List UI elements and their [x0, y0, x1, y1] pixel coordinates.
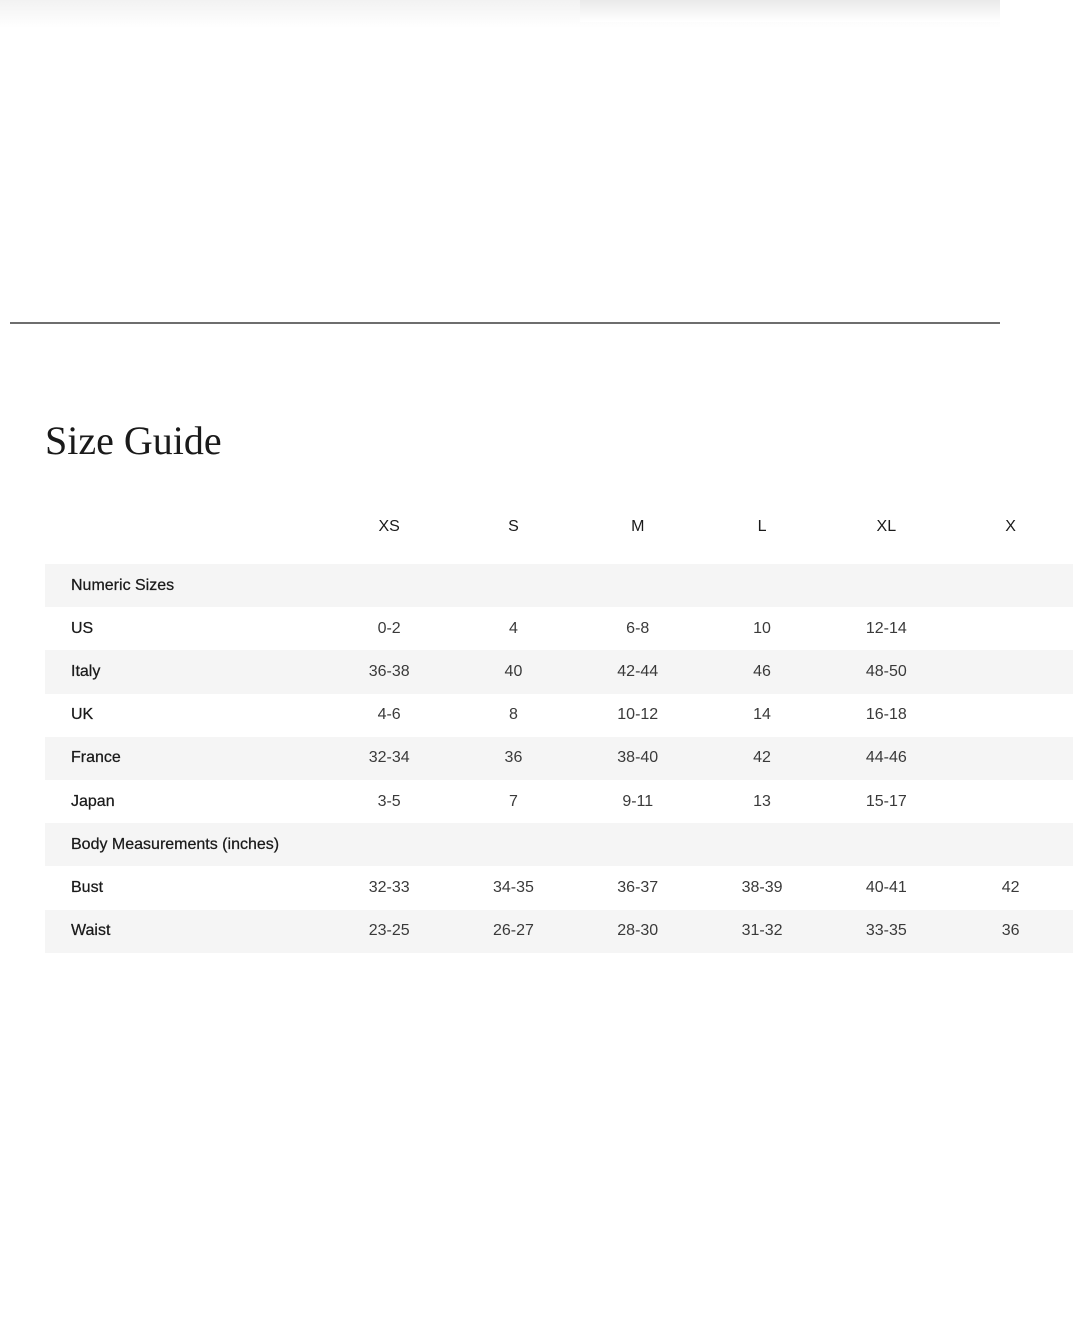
table-cell: 33-35: [824, 910, 948, 953]
table-row: [45, 780, 1073, 823]
table-cell: 15-17: [865, 792, 907, 810]
row-label-france: France: [45, 737, 327, 780]
table-cell: 36-37: [617, 878, 659, 896]
table-cell: 8: [508, 706, 518, 724]
table-cell: 36: [948, 910, 1072, 953]
column-header-s: S: [508, 518, 519, 535]
table-cell: [948, 737, 1072, 780]
table-cell: [948, 650, 1072, 693]
table-cell: 10: [753, 619, 771, 637]
section-heading-row: [45, 564, 1073, 607]
table-cell: 12-14: [865, 619, 907, 637]
section-heading-body-measurements: Body Measurements (inches): [45, 823, 1073, 866]
size-guide-table: [45, 505, 1073, 953]
section-heading-row: [45, 823, 1073, 866]
header-spacer: [45, 549, 1073, 564]
table-row: [45, 910, 1073, 953]
section-heading-numeric: Numeric Sizes: [45, 564, 1073, 607]
table-row: [45, 650, 1073, 693]
table-cell: [948, 780, 1072, 823]
table-cell: 7: [508, 792, 518, 810]
row-label-japan: Japan: [71, 792, 115, 810]
table-row: [45, 866, 1073, 909]
section-divider: [10, 322, 1000, 324]
table-cell: 48-50: [824, 650, 948, 693]
page-title: Size Guide: [45, 418, 222, 463]
table-cell: 13: [753, 792, 771, 810]
table-cell: 0-2: [377, 619, 401, 637]
table-row: [45, 694, 1073, 737]
table-cell: 40: [451, 650, 575, 693]
table-cell: 40-41: [865, 878, 907, 896]
column-header-x: X: [1005, 518, 1016, 535]
table-cell: [948, 607, 1072, 650]
table-cell: 32-34: [327, 737, 451, 780]
table-cell: 42: [700, 737, 824, 780]
top-bar-shadow-right: [580, 0, 1000, 22]
table-cell: 3-5: [377, 792, 401, 810]
table-cell: 42-44: [576, 650, 700, 693]
row-label-uk: UK: [71, 706, 94, 724]
row-label-italy: Italy: [45, 650, 327, 693]
table-cell: 23-25: [327, 910, 451, 953]
table-cell: 26-27: [451, 910, 575, 953]
row-label-us: US: [71, 619, 94, 637]
column-header-m: M: [631, 518, 645, 535]
table-cell: 42: [1001, 878, 1020, 896]
table-cell: 31-32: [700, 910, 824, 953]
table-cell: 32-33: [368, 878, 410, 896]
table-cell: 38-39: [741, 878, 783, 896]
row-label-bust: Bust: [71, 878, 104, 896]
table-cell: 28-30: [576, 910, 700, 953]
table-row: [45, 607, 1073, 650]
row-label-waist: Waist: [45, 910, 327, 953]
table-cell: 16-18: [865, 706, 907, 724]
table-cell: 36-38: [327, 650, 451, 693]
table-cell: [948, 694, 1072, 737]
table-cell: 14: [753, 706, 771, 724]
column-header-xs: XS: [378, 518, 400, 535]
table-cell: 36: [451, 737, 575, 780]
table-header-row: [45, 505, 1073, 549]
table-cell: 34-35: [492, 878, 534, 896]
table-cell: 10-12: [617, 706, 659, 724]
table-header-corner: [45, 505, 327, 549]
table-cell: 9-11: [622, 792, 654, 810]
table-cell: 6-8: [626, 619, 650, 637]
table-cell: 44-46: [824, 737, 948, 780]
table-cell: 38-40: [576, 737, 700, 780]
table-row: [45, 737, 1073, 780]
column-header-l: L: [757, 518, 767, 535]
table-cell: 46: [700, 650, 824, 693]
header-spacer-cell: [45, 549, 1073, 564]
table-cell: 4-6: [377, 706, 401, 724]
column-header-xl: XL: [876, 518, 897, 535]
table-cell: 4: [508, 619, 518, 637]
